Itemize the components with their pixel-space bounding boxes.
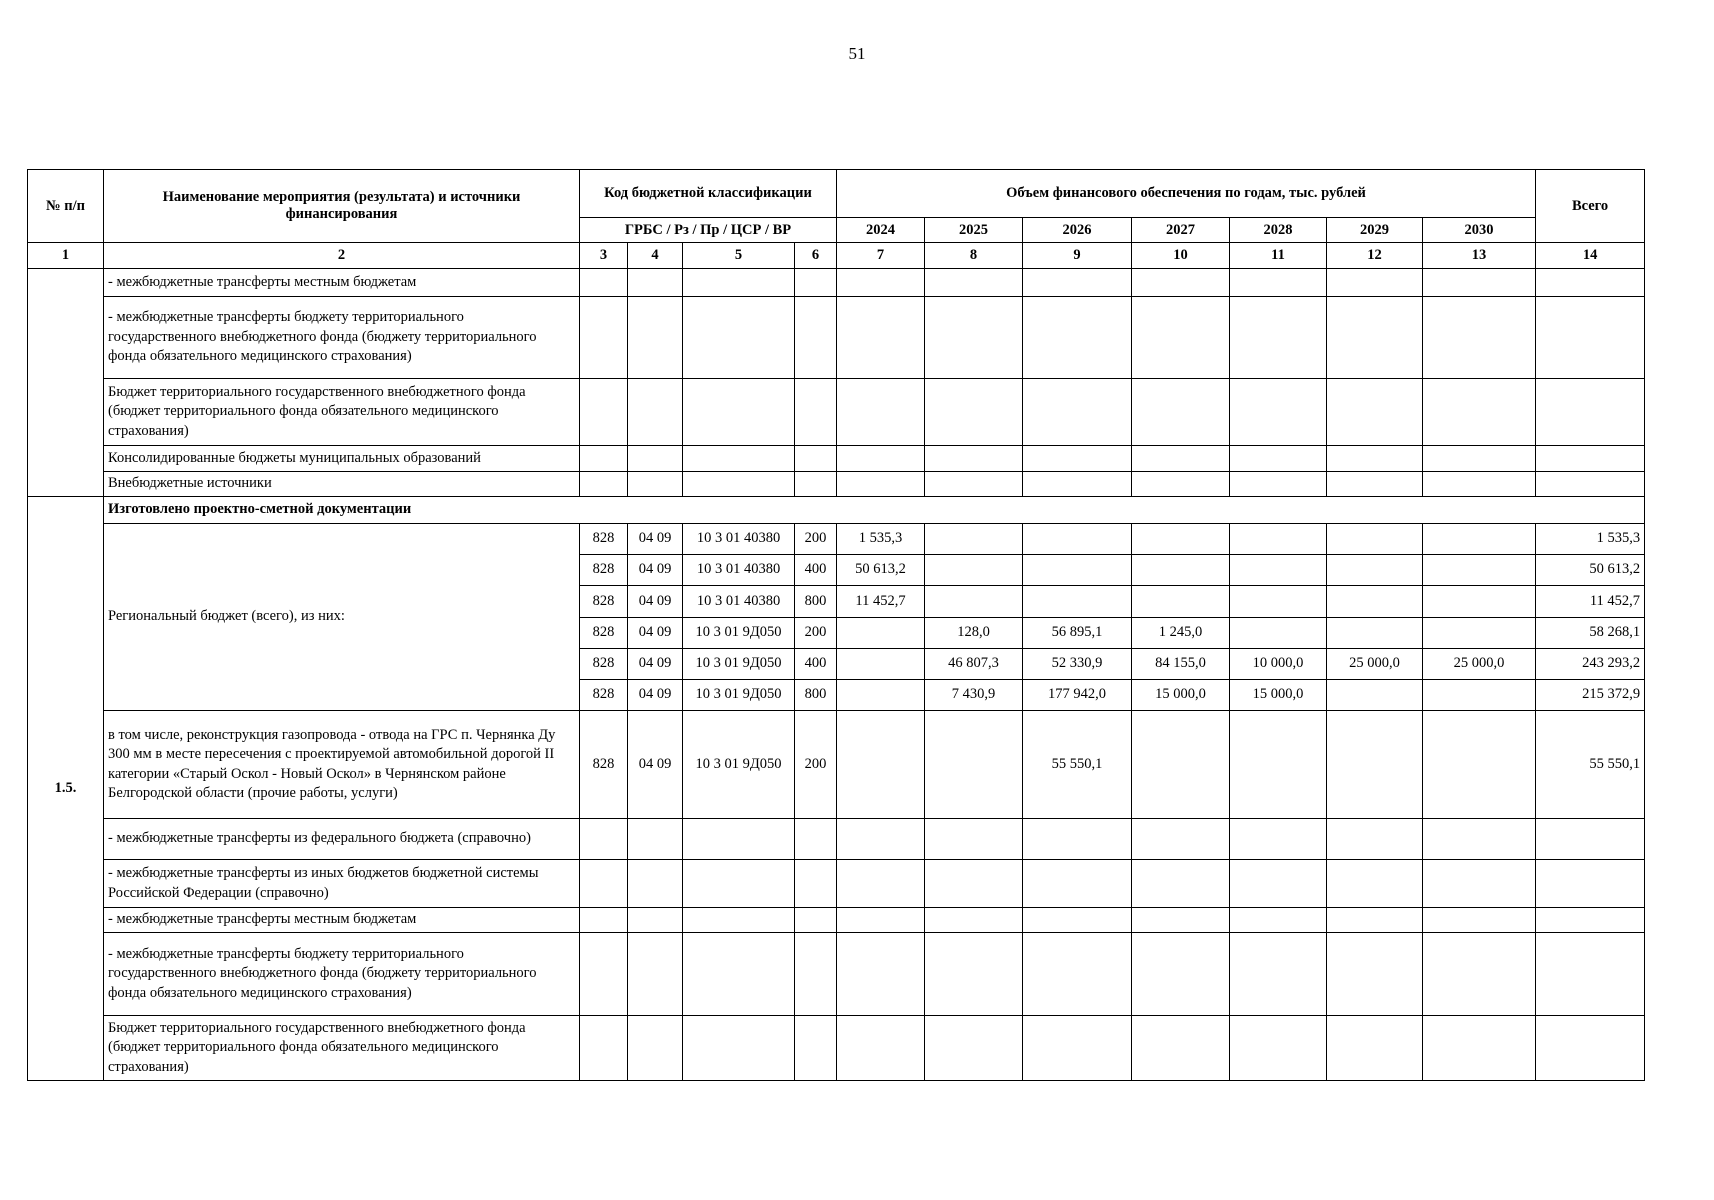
- empty-cell: [1423, 446, 1536, 472]
- year-value-cell: [1327, 524, 1423, 555]
- empty-cell: [683, 269, 795, 297]
- grbs-cell: 828: [580, 649, 628, 680]
- header-code: Код бюджетной классификации: [580, 170, 837, 218]
- row-label: - межбюджетные трансферты местным бюджетам: [104, 269, 580, 297]
- empty-cell: [1023, 1016, 1132, 1081]
- rz-pr-cell: 04 09: [628, 680, 683, 711]
- year-value-cell: 15 000,0: [1230, 680, 1327, 711]
- rz-pr-cell: 04 09: [628, 586, 683, 618]
- empty-cell: [837, 933, 925, 1016]
- empty-cell: [1327, 908, 1423, 933]
- empty-cell: [683, 908, 795, 933]
- vr-cell: 200: [795, 711, 837, 819]
- empty-cell: [580, 933, 628, 1016]
- year-value-cell: [1423, 524, 1536, 555]
- empty-cell: [1327, 819, 1423, 860]
- header-no: № п/п: [28, 170, 104, 243]
- empty-cell: [1536, 269, 1645, 297]
- empty-cell: [837, 379, 925, 446]
- empty-cell: [1023, 269, 1132, 297]
- regional-budget-label: Региональный бюджет (всего), из них:: [104, 524, 580, 711]
- rz-pr-cell: 04 09: [628, 618, 683, 649]
- empty-cell: [628, 297, 683, 379]
- row-index-blank: [28, 446, 104, 472]
- empty-cell: [1327, 933, 1423, 1016]
- row-index-blank: [28, 379, 104, 446]
- empty-cell: [683, 933, 795, 1016]
- row-index-blank: [28, 297, 104, 379]
- csr-cell: 10 3 01 40380: [683, 524, 795, 555]
- year-value-cell: 1 245,0: [1132, 618, 1230, 649]
- csr-cell: 10 3 01 9Д050: [683, 711, 795, 819]
- header-year: 2026: [1023, 218, 1132, 243]
- year-value-cell: [925, 555, 1023, 586]
- empty-cell: [580, 819, 628, 860]
- total-cell: 243 293,2: [1536, 649, 1645, 680]
- empty-cell: [580, 297, 628, 379]
- header-year: 2025: [925, 218, 1023, 243]
- empty-cell: [1536, 1016, 1645, 1081]
- year-value-cell: 25 000,0: [1327, 649, 1423, 680]
- empty-cell: [628, 933, 683, 1016]
- year-value-cell: [925, 586, 1023, 618]
- empty-cell: [1230, 819, 1327, 860]
- vr-cell: 400: [795, 649, 837, 680]
- empty-cell: [837, 269, 925, 297]
- empty-cell: [580, 1016, 628, 1081]
- year-value-cell: 52 330,9: [1023, 649, 1132, 680]
- empty-cell: [1230, 269, 1327, 297]
- grbs-cell: 828: [580, 524, 628, 555]
- empty-cell: [925, 297, 1023, 379]
- empty-cell: [1132, 269, 1230, 297]
- column-number: 5: [683, 243, 795, 269]
- empty-cell: [1327, 269, 1423, 297]
- empty-cell: [1132, 379, 1230, 446]
- budget-table: [27, 169, 1645, 1081]
- page-number: 51: [848, 44, 866, 63]
- table-row: [28, 446, 1645, 472]
- empty-cell: [1423, 711, 1536, 819]
- empty-cell: [795, 269, 837, 297]
- column-number: 14: [1536, 243, 1645, 269]
- empty-cell: [628, 1016, 683, 1081]
- empty-cell: [1423, 472, 1536, 497]
- header-code-sub: ГРБС / Рз / Пр / ЦСР / ВР: [580, 218, 837, 243]
- year-value-cell: 15 000,0: [1132, 680, 1230, 711]
- empty-cell: [1536, 860, 1645, 908]
- header-year: 2029: [1327, 218, 1423, 243]
- rz-pr-cell: 04 09: [628, 711, 683, 819]
- empty-cell: [683, 819, 795, 860]
- column-number: 9: [1023, 243, 1132, 269]
- header-name: Наименование мероприятия (результата) и источники финансирования: [104, 170, 580, 243]
- empty-cell: [1327, 297, 1423, 379]
- empty-cell: [1132, 819, 1230, 860]
- empty-cell: [795, 379, 837, 446]
- year-value-cell: 1 535,3: [837, 524, 925, 555]
- header-year: 2027: [1132, 218, 1230, 243]
- empty-cell: [1536, 297, 1645, 379]
- table-row: [28, 711, 1645, 819]
- empty-cell: [1230, 711, 1327, 819]
- rz-pr-cell: 04 09: [628, 649, 683, 680]
- header-year: 2028: [1230, 218, 1327, 243]
- empty-cell: [1132, 860, 1230, 908]
- year-value-cell: [1327, 618, 1423, 649]
- empty-cell: [1536, 933, 1645, 1016]
- empty-cell: [628, 472, 683, 497]
- year-value-cell: [837, 618, 925, 649]
- year-value-cell: 128,0: [925, 618, 1023, 649]
- empty-cell: [628, 446, 683, 472]
- column-number: 8: [925, 243, 1023, 269]
- csr-cell: 10 3 01 40380: [683, 555, 795, 586]
- year-value-cell: 7 430,9: [925, 680, 1023, 711]
- grbs-cell: 828: [580, 586, 628, 618]
- vr-cell: 200: [795, 524, 837, 555]
- vr-cell: 800: [795, 586, 837, 618]
- empty-cell: [925, 1016, 1023, 1081]
- year-value-cell: [1230, 586, 1327, 618]
- empty-cell: [683, 446, 795, 472]
- empty-cell: [1327, 860, 1423, 908]
- column-number: 1: [28, 243, 104, 269]
- empty-cell: [580, 472, 628, 497]
- empty-cell: [1023, 472, 1132, 497]
- row-label: Бюджет территориального государственного внебюджетного фонда (бюджет территориального фонда обязательного медицинского страхования): [104, 1016, 580, 1081]
- empty-cell: [628, 908, 683, 933]
- empty-cell: [1536, 908, 1645, 933]
- year-value-cell: 50 613,2: [837, 555, 925, 586]
- empty-cell: [1230, 860, 1327, 908]
- empty-cell: [837, 446, 925, 472]
- row-label: Консолидированные бюджеты муниципальных образований: [104, 446, 580, 472]
- grbs-cell: 828: [580, 711, 628, 819]
- empty-cell: [837, 472, 925, 497]
- empty-cell: [837, 711, 925, 819]
- row-label: Бюджет территориального государственного внебюджетного фонда (бюджет территориального фонда обязательного медицинского страхования): [104, 379, 580, 446]
- empty-cell: [837, 819, 925, 860]
- empty-cell: [683, 860, 795, 908]
- empty-cell: [628, 379, 683, 446]
- table-row: [28, 908, 1645, 933]
- empty-cell: [1536, 819, 1645, 860]
- empty-cell: [925, 819, 1023, 860]
- year-value-cell: 25 000,0: [1423, 649, 1536, 680]
- empty-cell: [628, 819, 683, 860]
- column-number: 3: [580, 243, 628, 269]
- empty-cell: [683, 1016, 795, 1081]
- empty-cell: [1423, 908, 1536, 933]
- empty-cell: [925, 933, 1023, 1016]
- row-label: - межбюджетные трансферты бюджету территориального государственного внебюджетного фонда (бюджету территориального фонда обязательного медицинского страхования): [104, 297, 580, 379]
- empty-cell: [795, 933, 837, 1016]
- year-value-cell: 177 942,0: [1023, 680, 1132, 711]
- empty-cell: [683, 472, 795, 497]
- column-number: 13: [1423, 243, 1536, 269]
- column-number: 7: [837, 243, 925, 269]
- grbs-cell: 828: [580, 555, 628, 586]
- row-label: - межбюджетные трансферты из федерального бюджета (справочно): [104, 819, 580, 860]
- year-value-cell: [1423, 618, 1536, 649]
- empty-cell: [1023, 933, 1132, 1016]
- table-row: [28, 497, 1645, 524]
- empty-cell: [1327, 446, 1423, 472]
- total-cell: 11 452,7: [1536, 586, 1645, 618]
- empty-cell: [580, 908, 628, 933]
- year-value-cell: [1023, 524, 1132, 555]
- year-value-cell: [1230, 524, 1327, 555]
- vr-cell: 400: [795, 555, 837, 586]
- empty-cell: [1023, 908, 1132, 933]
- empty-cell: [837, 1016, 925, 1081]
- empty-cell: [1132, 446, 1230, 472]
- empty-cell: [1536, 446, 1645, 472]
- year-value-cell: 56 895,1: [1023, 618, 1132, 649]
- reconstruction-label: в том числе, реконструкция газопровода - отвода на ГРС п. Чернянка Ду 300 мм в месте пересечения с проектируемой автомобильной дорогой II категории «Старый Оскол - Новый Оскол» в Чернянском районе Белгородской области (прочие работы, услуги): [104, 711, 580, 819]
- csr-cell: 10 3 01 9Д050: [683, 618, 795, 649]
- empty-cell: [1132, 472, 1230, 497]
- empty-cell: [1023, 819, 1132, 860]
- empty-cell: [925, 379, 1023, 446]
- empty-cell: [1230, 1016, 1327, 1081]
- empty-cell: [1023, 297, 1132, 379]
- empty-cell: [1536, 472, 1645, 497]
- empty-cell: [1230, 908, 1327, 933]
- empty-cell: [1132, 297, 1230, 379]
- year-value-cell: 46 807,3: [925, 649, 1023, 680]
- empty-cell: [1327, 711, 1423, 819]
- rz-pr-cell: 04 09: [628, 555, 683, 586]
- vr-cell: 800: [795, 680, 837, 711]
- empty-cell: [1132, 933, 1230, 1016]
- empty-cell: [1423, 933, 1536, 1016]
- empty-cell: [795, 446, 837, 472]
- empty-cell: [628, 269, 683, 297]
- table-row: [28, 524, 1645, 555]
- year-value-cell: [1132, 524, 1230, 555]
- empty-cell: [1327, 1016, 1423, 1081]
- empty-cell: [580, 269, 628, 297]
- empty-cell: [1423, 819, 1536, 860]
- year-value-cell: [1132, 555, 1230, 586]
- empty-cell: [1423, 297, 1536, 379]
- year-value-cell: 11 452,7: [837, 586, 925, 618]
- empty-cell: [1423, 1016, 1536, 1081]
- table-row: [28, 379, 1645, 446]
- empty-cell: [580, 446, 628, 472]
- empty-cell: [925, 860, 1023, 908]
- empty-cell: [795, 472, 837, 497]
- year-value-cell: [1230, 555, 1327, 586]
- empty-cell: [925, 472, 1023, 497]
- empty-cell: [795, 860, 837, 908]
- year-value-cell: [1230, 618, 1327, 649]
- csr-cell: 10 3 01 9Д050: [683, 680, 795, 711]
- empty-cell: [837, 860, 925, 908]
- empty-cell: [925, 269, 1023, 297]
- total-cell: 1 535,3: [1536, 524, 1645, 555]
- row-label: Внебюджетные источники: [104, 472, 580, 497]
- csr-cell: 10 3 01 40380: [683, 586, 795, 618]
- table-row: [28, 1016, 1645, 1081]
- vr-cell: 200: [795, 618, 837, 649]
- column-number: 10: [1132, 243, 1230, 269]
- row-index-blank: [28, 472, 104, 497]
- section-title: Изготовлено проектно-сметной документации: [104, 497, 1645, 524]
- empty-cell: [628, 860, 683, 908]
- year-value-cell: [1423, 555, 1536, 586]
- row-label: - межбюджетные трансферты местным бюджетам: [104, 908, 580, 933]
- empty-cell: [1423, 379, 1536, 446]
- header-year: 2030: [1423, 218, 1536, 243]
- total-cell: 50 613,2: [1536, 555, 1645, 586]
- empty-cell: [795, 908, 837, 933]
- year-value-cell: [925, 524, 1023, 555]
- row-index-blank: [28, 269, 104, 297]
- header-year: 2024: [837, 218, 925, 243]
- empty-cell: [1536, 379, 1645, 446]
- column-number: 6: [795, 243, 837, 269]
- empty-cell: [1230, 446, 1327, 472]
- empty-cell: [1327, 379, 1423, 446]
- empty-cell: [683, 297, 795, 379]
- year-value-cell: 55 550,1: [1023, 711, 1132, 819]
- year-value-cell: [837, 649, 925, 680]
- row-label: - межбюджетные трансферты бюджету территориального государственного внебюджетного фонда (бюджету территориального фонда обязательного медицинского страхования): [104, 933, 580, 1016]
- column-number: 4: [628, 243, 683, 269]
- year-value-cell: [1132, 586, 1230, 618]
- table-row: [28, 933, 1645, 1016]
- year-value-cell: 84 155,0: [1132, 649, 1230, 680]
- csr-cell: 10 3 01 9Д050: [683, 649, 795, 680]
- empty-cell: [1230, 472, 1327, 497]
- row-label: - межбюджетные трансферты из иных бюджетов бюджетной системы Российской Федерации (справочно): [104, 860, 580, 908]
- empty-cell: [1327, 472, 1423, 497]
- empty-cell: [925, 908, 1023, 933]
- year-value-cell: [1423, 586, 1536, 618]
- total-cell: 215 372,9: [1536, 680, 1645, 711]
- year-value-cell: [1023, 586, 1132, 618]
- empty-cell: [1023, 379, 1132, 446]
- column-number: 2: [104, 243, 580, 269]
- header-volume: Объем финансового обеспечения по годам, тыс. рублей: [837, 170, 1536, 218]
- year-value-cell: [1423, 680, 1536, 711]
- section-number: 1.5.: [28, 497, 104, 1081]
- empty-cell: [683, 379, 795, 446]
- column-number: 11: [1230, 243, 1327, 269]
- table-row: [28, 819, 1645, 860]
- year-value-cell: [1023, 555, 1132, 586]
- empty-cell: [1230, 933, 1327, 1016]
- year-value-cell: [1327, 555, 1423, 586]
- empty-cell: [580, 379, 628, 446]
- table-row: [28, 860, 1645, 908]
- empty-cell: [795, 819, 837, 860]
- empty-cell: [795, 297, 837, 379]
- header-total: Всего: [1536, 170, 1645, 243]
- empty-cell: [925, 446, 1023, 472]
- empty-cell: [925, 711, 1023, 819]
- empty-cell: [1023, 860, 1132, 908]
- total-cell: 58 268,1: [1536, 618, 1645, 649]
- table-row: [28, 297, 1645, 379]
- year-value-cell: [1327, 680, 1423, 711]
- empty-cell: [1230, 379, 1327, 446]
- empty-cell: [580, 860, 628, 908]
- empty-cell: [795, 1016, 837, 1081]
- grbs-cell: 828: [580, 618, 628, 649]
- empty-cell: [1230, 297, 1327, 379]
- empty-cell: [1023, 446, 1132, 472]
- year-value-cell: 10 000,0: [1230, 649, 1327, 680]
- empty-cell: [1132, 1016, 1230, 1081]
- table-row: [28, 472, 1645, 497]
- table-row: [28, 269, 1645, 297]
- empty-cell: [1132, 711, 1230, 819]
- year-value-cell: [837, 680, 925, 711]
- empty-cell: [1132, 908, 1230, 933]
- empty-cell: [1423, 860, 1536, 908]
- total-cell: 55 550,1: [1536, 711, 1645, 819]
- empty-cell: [1423, 269, 1536, 297]
- column-number: 12: [1327, 243, 1423, 269]
- rz-pr-cell: 04 09: [628, 524, 683, 555]
- empty-cell: [837, 297, 925, 379]
- grbs-cell: 828: [580, 680, 628, 711]
- year-value-cell: [1327, 586, 1423, 618]
- empty-cell: [837, 908, 925, 933]
